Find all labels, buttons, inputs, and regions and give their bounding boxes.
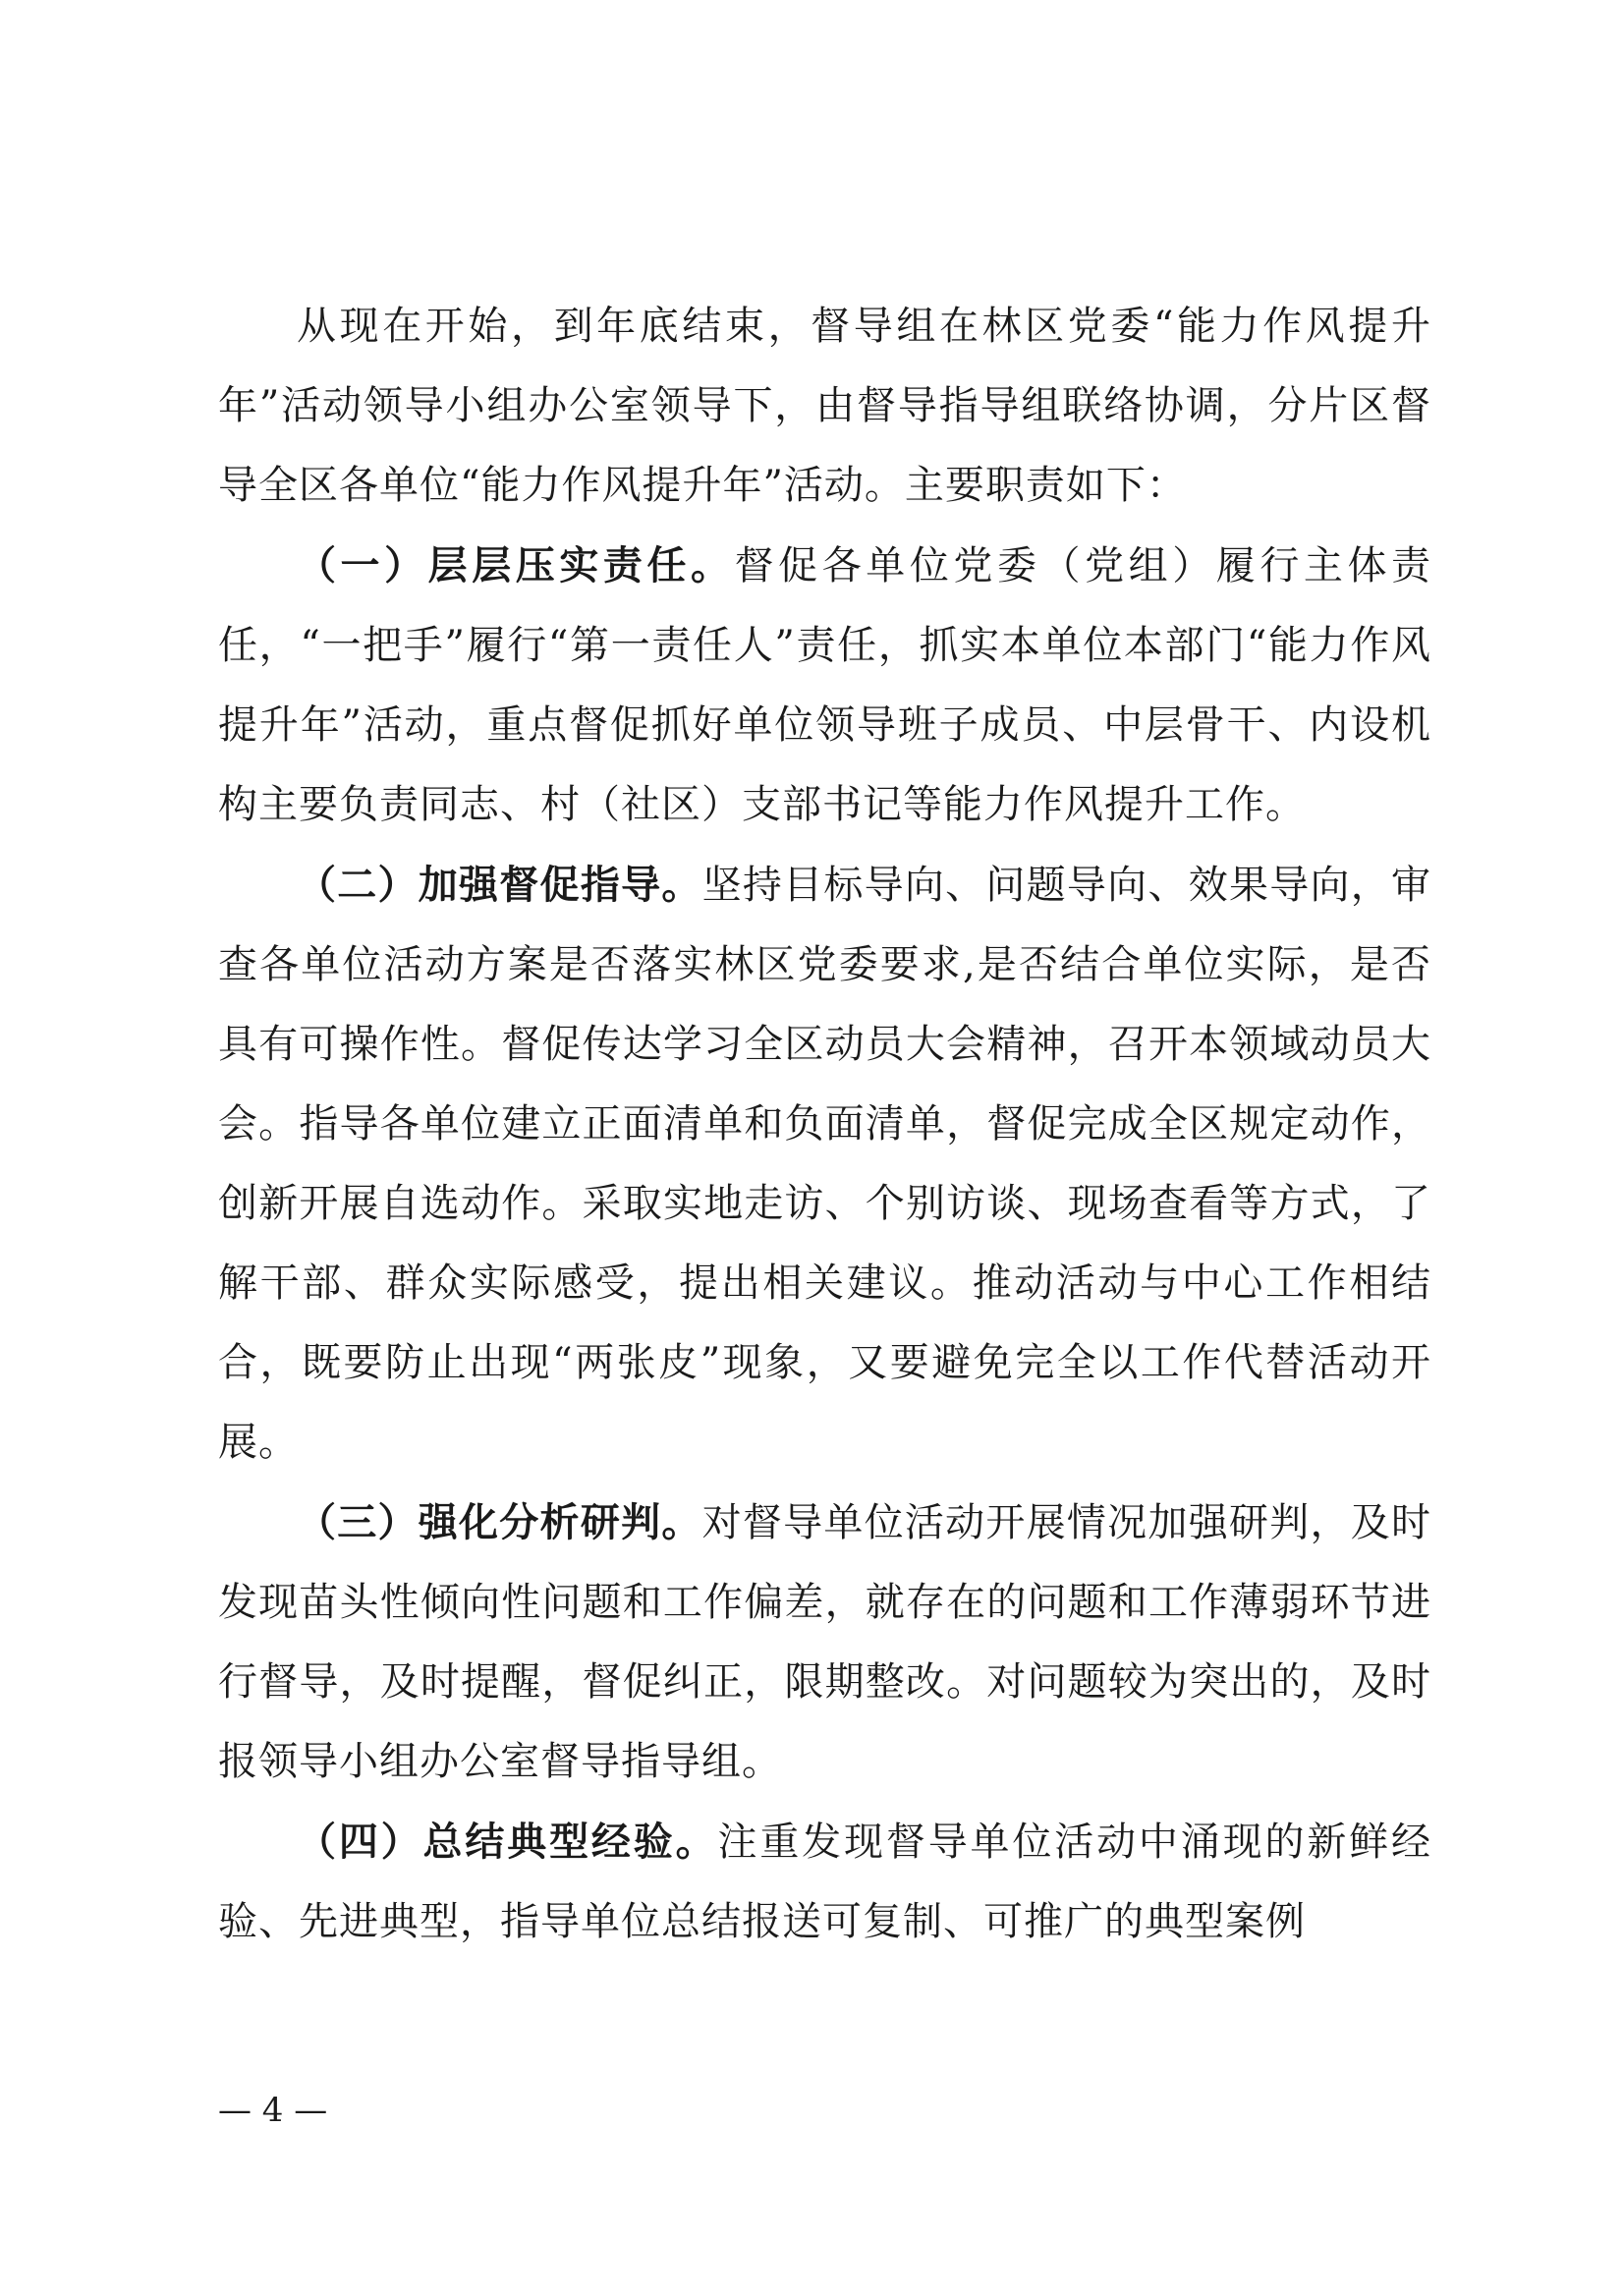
paragraph-text: 注重发现督导单位活动中涌现的新鲜经验、先进典型，指导单位总结报送可复制、可推广的典型案例 — [218, 1820, 1432, 1944]
paragraph-text: 督促各单位党委（党组）履行主体责任，“一把手”履行“第一责任人”责任，抓实本单位本部门“能力作风提升年”活动，重点督促抓好单位领导班子成员、中层骨干、内设机构主要负责同志、村（社区）支部书记等能力作风提升工作。 — [218, 543, 1432, 827]
section-heading: （一）层层压实责任。 — [297, 542, 735, 588]
section-heading: （四）总结典型经验。 — [297, 1819, 718, 1865]
section-heading: （三）强化分析研判。 — [297, 1499, 702, 1545]
body-text — [218, 287, 1431, 1962]
paragraph-section-3 — [218, 1483, 1431, 1802]
paragraph-text: 从现在开始，到年底结束，督导组在林区党委“能力作风提升年”活动领导小组办公室领导下，由督导指导组联络协调，分片区督导全区各单位“能力作风提升年”活动。主要职责如下： — [218, 304, 1431, 508]
paragraph-text: 坚持目标导向、问题导向、效果导向，审查各单位活动方案是否落实林区党委要求,是否结合单位实际，是否具有可操作性。督促传达学习全区动员大会精神，召开本领域动员大会。指导各单位建立正面清单和负面清单，督促完成全区规定动作，创新开展自选动作。采取实地走访、个别访谈、现场查看等方式，了解干部、群众实际感受，提出相关建议。推动活动与中心工作相结合，既要防止出现“两张皮”现象，又要避免完全以工作代替活动开展。 — [218, 863, 1432, 1465]
paragraph-section-1 — [218, 526, 1431, 845]
section-heading: （二）加强督促指导。 — [297, 862, 702, 908]
page-number: — 4 — — [218, 2091, 328, 2130]
paragraph-text: 对督导单位活动开展情况加强研判，及时发现苗头性倾向性问题和工作偏差，就存在的问题和工作薄弱环节进行督导，及时提醒，督促纠正，限期整改。对问题较为突出的，及时报领导小组办公室督导指导组。 — [218, 1500, 1432, 1784]
paragraph-section-2 — [218, 845, 1431, 1483]
paragraph-intro — [218, 287, 1431, 526]
paragraph-section-4 — [218, 1802, 1431, 1962]
